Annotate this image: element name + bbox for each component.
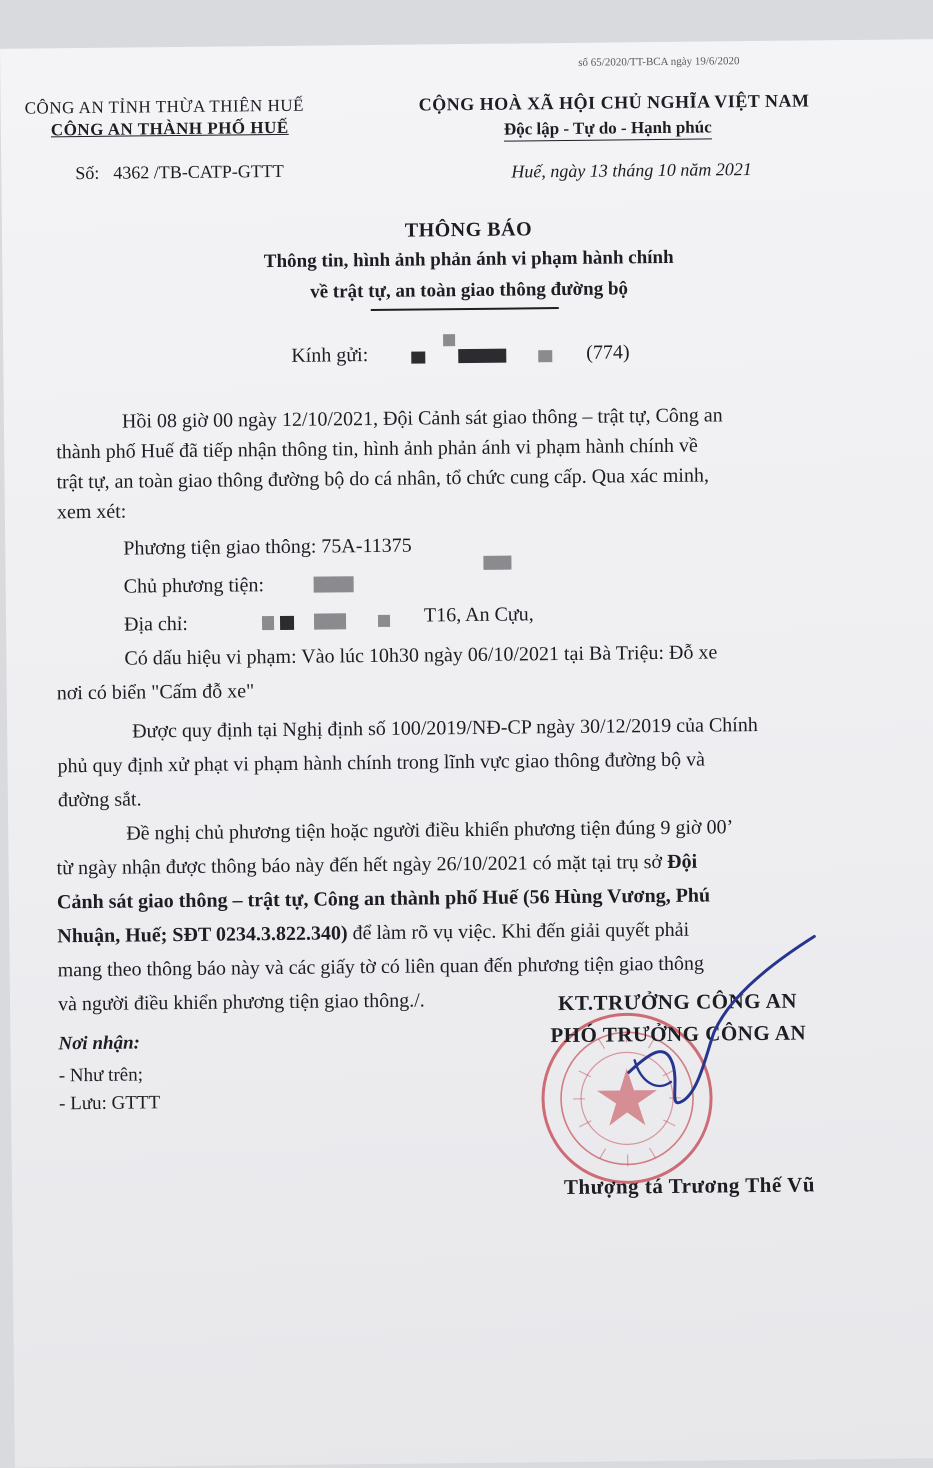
address-label: Địa chỉ: bbox=[123, 612, 189, 636]
handwritten-signature bbox=[609, 930, 841, 1142]
recipient-label: Kính gửi: bbox=[291, 344, 369, 367]
paragraph-intro-line: Hồi 08 giờ 00 ngày 12/10/2021, Đội Cảnh sát giao thông – trật tự, Công an bbox=[121, 404, 723, 433]
redacted-owner-name bbox=[314, 576, 354, 592]
document-subtitle-line1: Thông tin, hình ảnh phản ánh vi phạm hành chính bbox=[263, 246, 674, 273]
document-number-value: 4362 /TB-CATP-GTTT bbox=[113, 160, 284, 183]
redacted-address bbox=[280, 616, 294, 630]
request-office-line: Cảnh sát giao thông – trật tự, Công an thành phố Huế (56 Hùng Vương, Phú bbox=[56, 884, 711, 914]
paragraph-intro-line: xem xét: bbox=[56, 500, 127, 524]
document-subtitle-line2: về trật tự, an toàn giao thông đường bộ bbox=[310, 278, 629, 303]
document-number bbox=[75, 161, 284, 184]
redacted-owner-name bbox=[483, 556, 511, 570]
signature-title-line2: PHÓ TRƯỞNG CÔNG AN bbox=[550, 1020, 807, 1048]
redacted-address bbox=[262, 616, 274, 630]
document-number-label: Số: bbox=[75, 162, 100, 184]
request-line bbox=[57, 919, 689, 949]
decree-line: phủ quy định xử phạt vi phạm hành chính trong lĩnh vực giao thông đường bộ và bbox=[57, 748, 706, 778]
national-title: CỘNG HOÀ XÃ HỘI CHỦ NGHĨA VIỆT NAM bbox=[418, 90, 810, 115]
request-text: để làm rõ vụ việc. Khi đến giải quyết phải bbox=[347, 918, 690, 945]
vehicle-plate: Phương tiện giao thông: 75A-11375 bbox=[123, 534, 412, 560]
agency-name bbox=[51, 118, 289, 140]
paragraph-intro-line: trật tự, an toàn giao thông đường bộ do cá nhân, tổ chức cung cấp. Qua xác minh, bbox=[56, 464, 710, 494]
national-motto: Độc lập - Tự do - Hạnh phúc bbox=[504, 117, 712, 141]
request-office-phone: Nhuận, Huế; SĐT 0234.3.822.340) bbox=[57, 922, 348, 948]
request-line: Đề nghị chủ phương tiện hoặc người điều khiển phương tiện đúng 9 giờ 00’ bbox=[126, 816, 734, 845]
redacted-recipient-name bbox=[411, 351, 425, 363]
vehicle-owner-label: Chủ phương tiện: bbox=[123, 574, 265, 598]
agency-name-text: CÔNG AN THÀNH PHỐ HUẾ bbox=[50, 117, 289, 140]
redacted-recipient-name bbox=[443, 334, 455, 346]
violation-line: Có dấu hiệu vi phạm: Vào lúc 10h30 ngày 06/10/2021 tại Bà Triệu: Đỗ xe bbox=[124, 641, 718, 670]
recipient-reference: (774) bbox=[586, 341, 630, 364]
signature-title-line1: KT.TRƯỞNG CÔNG AN bbox=[557, 988, 798, 1016]
redacted-recipient-name bbox=[458, 349, 506, 364]
redacted-address bbox=[378, 615, 390, 627]
request-line: mang theo thông báo này và các giấy tờ có liên quan đến phương tiện giao thông bbox=[57, 952, 705, 982]
recipients-title: Nơi nhận: bbox=[58, 1032, 141, 1055]
document-title: THÔNG BÁO bbox=[404, 218, 533, 242]
request-line bbox=[56, 851, 697, 881]
recipient-item: - Lưu: GTTT bbox=[58, 1092, 161, 1115]
redacted-recipient-name bbox=[538, 350, 552, 362]
agency-parent: CÔNG AN TỈNH THỪA THIÊN HUẾ bbox=[24, 95, 305, 118]
recipient-item: - Như trên; bbox=[58, 1064, 144, 1087]
address-ward: T16, An Cựu, bbox=[423, 603, 534, 627]
decree-line: Được quy định tại Nghị định số 100/2019/NĐ-CP ngày 30/12/2019 của Chính bbox=[132, 713, 758, 743]
signer-name: Thượng tá Trương Thế Vũ bbox=[563, 1172, 816, 1200]
redacted-address bbox=[314, 613, 346, 629]
form-reference: số 65/2020/TT-BCA ngày 19/6/2020 bbox=[578, 55, 740, 69]
place-date: Huế, ngày 13 tháng 10 năm 2021 bbox=[511, 159, 752, 182]
subtitle-underline bbox=[371, 307, 559, 310]
paragraph-intro-line: thành phố Huế đã tiếp nhận thông tin, hình ảnh phản ánh vi phạm hành chính về bbox=[56, 434, 698, 464]
request-text: từ ngày nhận được thông báo này đến hết ngày 26/10/2021 có mặt tại trụ sở bbox=[56, 850, 668, 880]
decree-line: đường sắt. bbox=[57, 788, 142, 812]
request-line: và người điều khiển phương tiện giao thông./. bbox=[57, 989, 425, 1016]
document-page bbox=[0, 39, 933, 1468]
violation-line: nơi có biển "Cấm đỗ xe" bbox=[56, 680, 255, 705]
request-office: Đội bbox=[666, 850, 698, 873]
